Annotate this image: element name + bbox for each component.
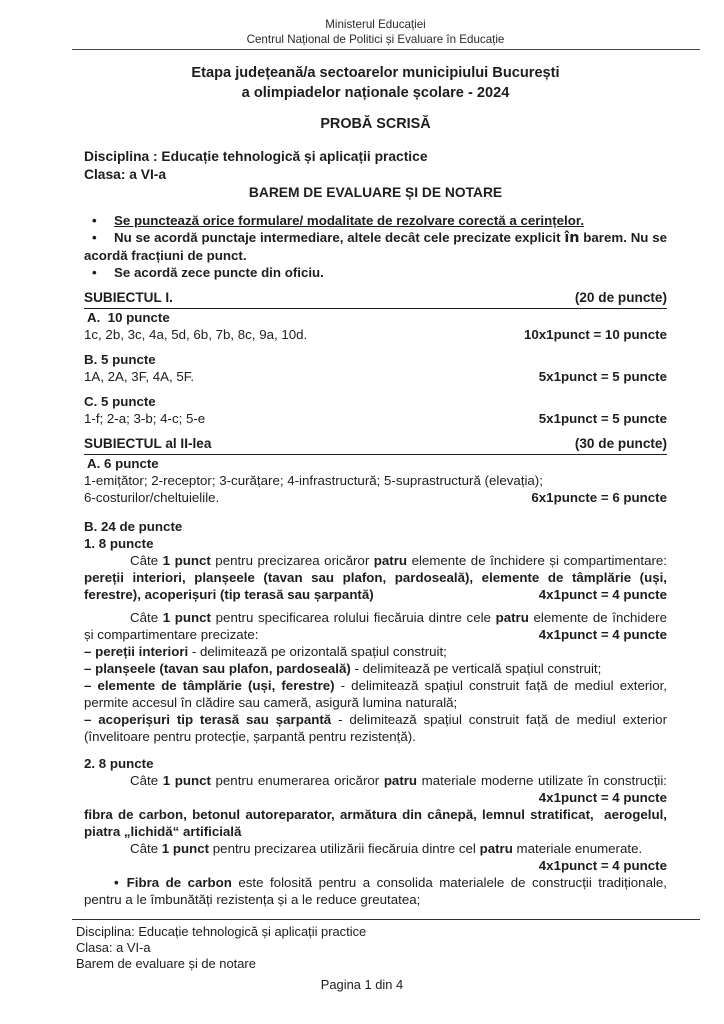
- barem-title: BAREM DE EVALUARE ȘI DE NOTARE: [248, 185, 503, 200]
- footer-grade: Clasa: a VI-a: [76, 940, 151, 956]
- subject1-partC-label: C. 5 puncte: [84, 394, 156, 409]
- rules-list: [84, 212, 667, 281]
- role-item-4-line1: – acoperișuri tip terasă sau șarpantă - delimitează spațiul construit față de mediul exterior: [84, 712, 668, 727]
- subject1-partB-label: B. 5 puncte: [84, 352, 156, 367]
- points-value: 6x1puncte = 6 puncte: [531, 490, 667, 505]
- points-value: 4x1punct = 4 puncte: [538, 627, 667, 642]
- center-line: Centrul Național de Politici și Evaluare în Educație: [246, 32, 505, 46]
- subject2-points: (30 de puncte): [574, 436, 667, 451]
- subject1-heading-row: [84, 289, 667, 309]
- footer-doc-type: Barem de evaluare și de notare: [76, 956, 256, 972]
- subject1-partA-label: A. 10 puncte: [87, 310, 170, 325]
- answer-text: și compartimentare precizate:: [84, 627, 259, 642]
- subject2-heading: SUBIECTUL al II-lea: [84, 436, 212, 451]
- rule-item-2-line2: acordă fracțiuni de punct.: [84, 248, 247, 263]
- subject2-heading-row: [84, 435, 667, 455]
- points-value: 4x1punct = 4 puncte: [538, 858, 667, 873]
- item1-par1-line1: Câte 1 punct pentru precizarea oricăror patru elemente de închidere și compartimentare:: [130, 553, 667, 568]
- grade-line: Clasa: a VI-a: [84, 166, 167, 182]
- role-item-3-line2: permite accesul în clădire sau cameră, asigură lumina naturală;: [84, 695, 458, 710]
- subject2-partA-row: [84, 489, 667, 506]
- points-value: 5x1punct = 5 puncte: [538, 369, 667, 384]
- subject1-partB-row: [84, 368, 667, 385]
- role-item-3-line1: – elemente de tâmplărie (uși, ferestre) - delimitează spațiul construit față de mediul exterior,: [84, 678, 668, 693]
- answer-key: 1A, 2A, 3F, 4A, 5F.: [84, 369, 195, 384]
- points-value: 4x1punct = 4 puncte: [538, 790, 667, 805]
- subject1-heading: SUBIECTUL I.: [84, 290, 173, 305]
- item1-par1-line2: pereții interiori, planșeele (tavan sau plafon, pardoseală), elemente de tâmplărie (uși,: [84, 570, 667, 585]
- subject2-partA-line1: 1-emițător; 2-receptor; 3-curățare; 4-infrastructură; 5-suprastructură (elevația);: [84, 473, 543, 488]
- item2-par2-line1: Câte 1 punct pentru precizarea utilizării fiecăruia dintre cel patru materiale enumerate.: [130, 841, 643, 856]
- footer-divider: [72, 919, 700, 920]
- rule-item-2-line1: [84, 229, 667, 247]
- usage-item-line2: pentru a le îmbunătăți rezistența și a le reduce greutatea;: [84, 892, 421, 907]
- role-item-1: – pereții interiori - delimitează pe orizontală spațiul construit;: [84, 644, 447, 659]
- subject1-partA-row: [84, 326, 667, 343]
- subject1-partC-row: [84, 410, 667, 427]
- footer-discipline: Disciplina: Educație tehnologică și aplicații practice: [76, 924, 367, 939]
- bullet-icon: •: [92, 265, 97, 280]
- points-value: 4x1punct = 4 puncte: [538, 587, 667, 602]
- answer-key: 1c, 2b, 3c, 4a, 5d, 6b, 7b, 8c, 9a, 10d.: [84, 327, 308, 342]
- rule-text: Nu se acordă punctaje intermediare, altele decât cele precizate explicit în barem. Nu se: [114, 230, 667, 246]
- points-value: 5x1punct = 5 puncte: [538, 411, 667, 426]
- item2-label: 2. 8 puncte: [84, 756, 154, 771]
- header-divider: [72, 49, 700, 50]
- item1-par2-line2: [84, 626, 667, 643]
- subject2-partA-label: A. 6 puncte: [87, 456, 159, 471]
- page-number: Pagina 1 din 4: [320, 976, 404, 992]
- ministry-line: Ministerul Educației: [325, 18, 426, 31]
- subject2-partB-label: B. 24 de puncte: [84, 519, 183, 534]
- role-item-2: – planșeele (tavan sau plafon, pardoseală) - delimitează pe verticală spațiul construit;: [84, 661, 602, 676]
- page-footer: [0, 919, 724, 993]
- item1-label: 1. 8 puncte: [84, 536, 154, 551]
- rule-text: Se acordă zece puncte din oficiu.: [114, 265, 324, 280]
- exam-type-title: PROBĂ SCRISĂ: [320, 116, 431, 132]
- rule-item-1: [84, 212, 667, 229]
- rule-text: Se punctează orice formulare/ modalitate de rezolvare corectă a cerințelor.: [114, 213, 585, 228]
- bullet-icon: •: [92, 230, 97, 245]
- bullet-icon: •: [114, 875, 119, 890]
- points-value: 10x1punct = 10 puncte: [524, 327, 667, 342]
- materials-line1: fibra de carbon, betonul autoreparator, armătura din cânepă, lemnul stratificat, aerogelul,: [84, 807, 667, 822]
- materials-line2: piatra „lichidă“ artificială: [84, 824, 242, 839]
- answer-key: 6-costurilor/cheltuielile.: [84, 490, 220, 505]
- rule-item-3: [84, 264, 667, 281]
- subject1-points: (20 de puncte): [574, 290, 667, 305]
- usage-item-line1: [84, 874, 667, 891]
- usage-text: Fibra de carbon este folosită pentru a consolida materialele de construcții tradiționale,: [126, 875, 668, 890]
- item1-par1-line3: [84, 586, 667, 603]
- answer-text: ferestre), acoperișuri (tip terasă sau șarpantă): [84, 587, 374, 602]
- item1-par2-line1: Câte 1 punct pentru specificarea rolului fiecăruia dintre cele patru elemente de închidere: [130, 610, 668, 625]
- discipline-line: Disciplina : Educație tehnologică și aplicații practice: [84, 149, 428, 164]
- bullet-icon: •: [92, 213, 97, 228]
- role-item-4-line2: (învelitoare pentru protecție, șarpantă pentru rezistență).: [84, 729, 416, 744]
- stage-title-line1: Etapa județeană/a sectoarelor municipiului București: [191, 65, 560, 81]
- stage-title-line2: a olimpiadelor naționale școlare - 2024: [241, 84, 510, 101]
- answer-key: 1-f; 2-a; 3-b; 4-c; 5-e: [84, 411, 206, 426]
- item2-par1-line1: Câte 1 punct pentru enumerarea oricăror patru materiale moderne utilizate în construcții:: [130, 773, 667, 788]
